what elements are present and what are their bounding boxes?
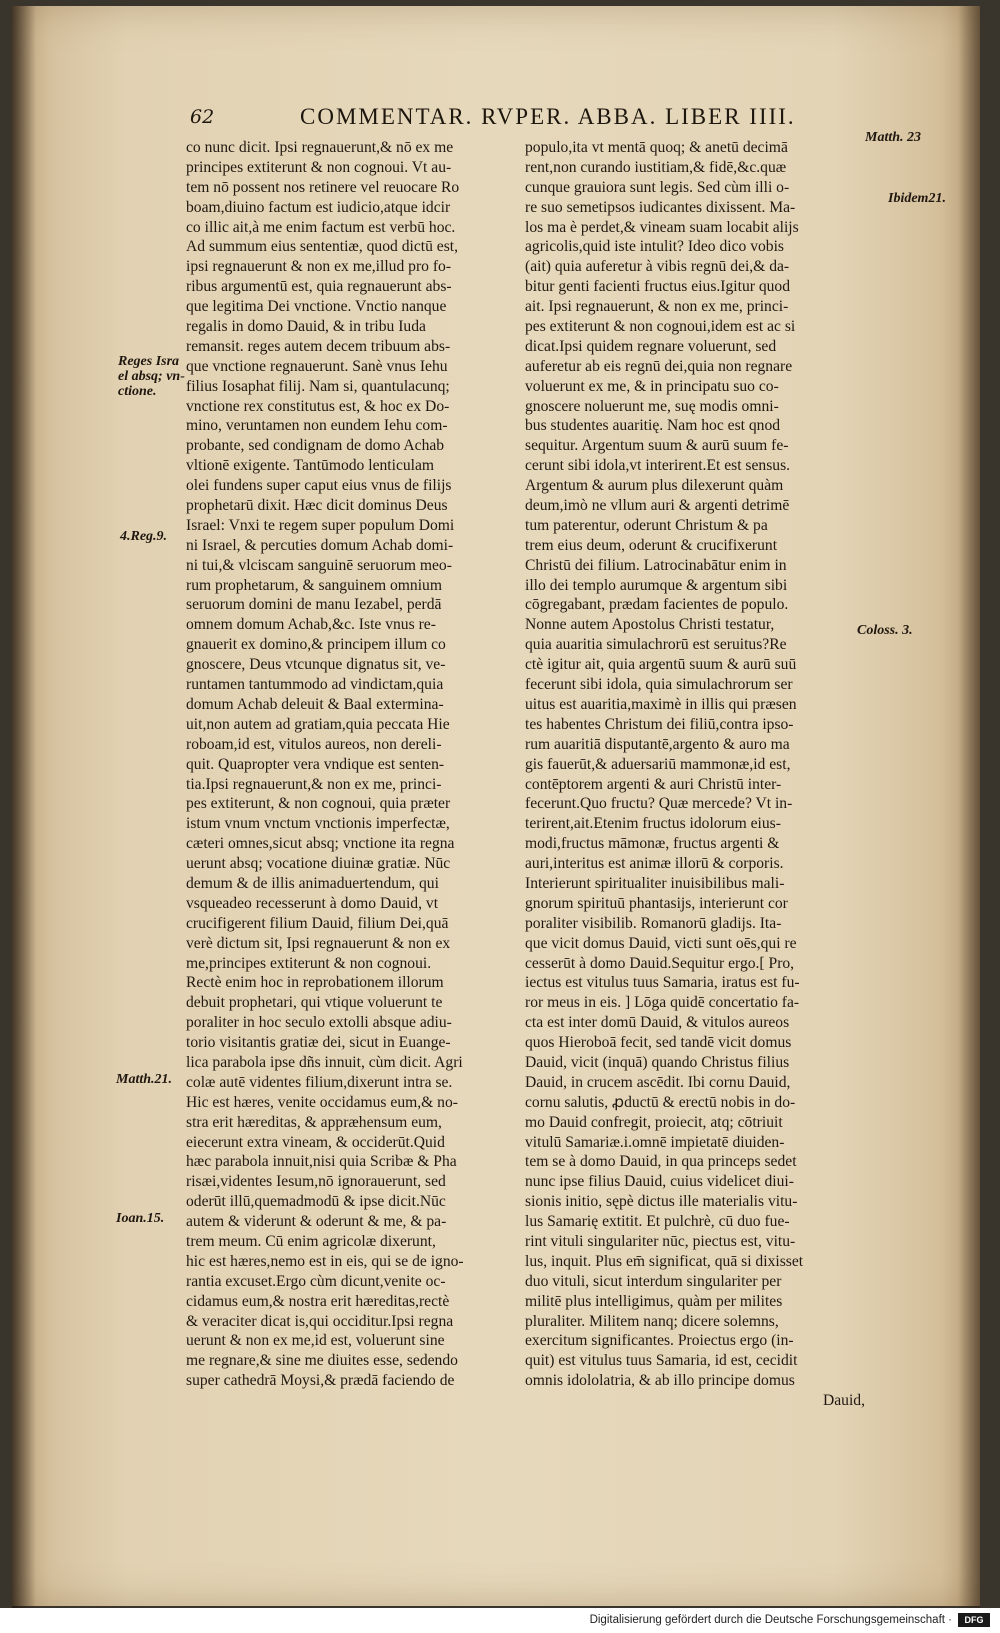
margin-note-reg: 4.Reg.9. [120, 529, 168, 544]
running-head: COMMENTAR. RVPER. ABBA. LIBER IIII. [300, 104, 796, 129]
text-line: omnis idololatria, & ab illo principe domus [525, 1372, 795, 1390]
text-line: co nunc dicit. Ipsi regnauerunt,& nō ex me [186, 139, 454, 156]
text-line: pes extiterunt, & non cognoui, quia præter [186, 795, 451, 813]
text-line: agricolis,quid iste intulit? Ideo dico vobis [525, 238, 784, 256]
text-line: tem se à domo Dauid, in qua princeps sedet [525, 1153, 797, 1171]
text-line: omnem domum Achab,&c. Iste vnus re- [186, 616, 436, 634]
text-line: demum & de illis animaduertendum, qui [186, 874, 439, 892]
text-line: que vnctione regnauerunt. Sanè vnus Iehu [186, 357, 448, 375]
text-line: deum,imò ne vllum auri & argenti detrimē [525, 497, 790, 515]
text-line: gnorum spirituū phantasijs, interierunt cor [525, 894, 788, 912]
text-line: cta est inter domū Dauid, & vitulos aureos [525, 1014, 790, 1032]
page-header [12, 104, 980, 134]
text-line: lus, inquit. Plus em̄ significat, quā si dixisset [525, 1252, 804, 1270]
text-line: rum prophetarum, & sanguinem omnium [186, 576, 442, 594]
text-line: Nonne autem Apostolus Christi testatur, [525, 616, 775, 634]
margin-note-ioan: Ioan.15. [116, 1211, 165, 1226]
text-line: istum vnum vnctum vnctionis imperfectæ, [186, 815, 450, 833]
text-line: ipsi regnauerunt & non ex me,illud pro fo- [186, 258, 452, 276]
margin-note-matth23: Matth. 23 [865, 130, 922, 145]
text-line: que legitima Dei vnctione. Vnctio nanque [186, 298, 447, 316]
text-line: cerunt sibi idola,vt interirent.Et est sensus. [525, 457, 791, 475]
text-line: cōgregabant, prædam facientes de populo. [525, 596, 789, 614]
text-line: autem & viderunt & oderunt & me, & pa- [186, 1213, 447, 1231]
text-column-left [186, 138, 514, 1391]
text-line: torio visitantis gratiæ dei, sicut in Euange- [186, 1034, 451, 1052]
text-line: ctè igitur ait, quia argentū suum & aurū suū [525, 656, 797, 674]
text-line: probante, sed condignam de domo Achab [186, 437, 445, 455]
text-line: Dauid, in crucem ascēdit. Ibi cornu Dauid, [525, 1073, 791, 1091]
text-line: remansit. reges autem decem tribuum abs- [186, 337, 451, 355]
text-line: roboam,id est, vitulos aureos, non dereli- [186, 735, 442, 753]
text-line: cunque grauiora sunt legis. Sed cùm illi o- [525, 178, 790, 196]
text-line: oderūt illū,quemadmodū & ipse dicit.Nūc [186, 1193, 446, 1211]
margin-note-reges [118, 354, 185, 399]
text-line: vnctione rex constitutus est, & hoc ex Do- [186, 397, 450, 415]
page-edge-shadow [958, 6, 980, 1614]
text-line: lica parabola ipse dñs innuit, cùm dicit. Agri [186, 1053, 463, 1071]
text-line: vsqueadeo recesserunt à domo Dauid, vt [186, 894, 439, 912]
text-line: vitulū Samariæ.i.omnē impietatē diuiden- [525, 1133, 785, 1151]
text-line: duo vituli, sicut interdum singulariter per [525, 1272, 782, 1290]
text-line: que vicit domus Dauid, victi sunt oēs,qui re [525, 934, 797, 952]
text-line: terirent,ait.Etenim fructus idolorum eius- [525, 815, 781, 833]
text-line: Dauid, [822, 1392, 865, 1410]
text-line: quit. Quapropter vera vndique est senten- [186, 755, 445, 773]
text-line: fecerunt sibi idola, quia simulachrorum ser [525, 676, 793, 694]
text-line: Ad summum eius sententiæ, quod dictū est, [186, 238, 459, 256]
text-line: ait. Ipsi regnauerunt, & non ex me, princi- [525, 298, 789, 316]
text-line: cæteri omnes,sicut absq; vnctione ita regna [186, 835, 455, 853]
text-line: gnoscere, Deus vtcunque dignatus sit, ve- [186, 656, 446, 674]
margin-note-line: el absq; vn- [118, 369, 185, 384]
text-line: quit) est vitulus tuus Samaria, id est, cecidit [525, 1352, 798, 1370]
text-line: Hic est hæres, venite occidamus eum,& no- [186, 1093, 458, 1111]
text-line: me regnare,& sine me diuites esse, sedendo [186, 1352, 458, 1370]
margin-note-matth21: Matth.21. [116, 1072, 173, 1087]
text-line: nunc ipse filius Dauid, cuius videlicet diui- [525, 1173, 794, 1191]
text-line: & veraciter dicat is,qui occiditur.Ipsi regna [186, 1312, 454, 1330]
text-line: bitur genti facienti fructus eius.Igitur quod [525, 278, 791, 296]
margin-note-coloss: Coloss. 3. [857, 623, 913, 638]
text-line: gis fauerūt,& aduersariū mammonæ,id est, [525, 755, 791, 773]
text-line: Christū dei filium. Latrocinabātur enim in [525, 556, 787, 574]
text-line: populo,ita vt mentā quoq; & anetū decimā [525, 139, 788, 156]
text-line: mo Dauid confregit, proiecit, atq; cōtriuit [525, 1113, 783, 1131]
text-column-right [525, 138, 865, 1411]
text-line: fecerunt.Quo fructu? Quæ mercede? Vt in- [525, 795, 793, 813]
text-line: ni tui,& vlciscam sanguinē seruorum meo- [186, 556, 452, 574]
text-line: rum auaritiā disputantē,argento & auro ma [525, 735, 790, 753]
text-line: re suo semetipsos iudicantes dixissent. Ma- [525, 198, 796, 216]
text-line: co illic ait,à me enim factum est verbū hoc. [186, 218, 456, 236]
text-line: risæi,videntes Iesum,nō ignorauerunt, sed [186, 1173, 446, 1191]
text-line: cidamus eum,& nostra erit hæreditas,rectè [186, 1292, 450, 1310]
text-line: trem eius deum, oderunt & crucifixerunt [525, 536, 778, 554]
text-line: pluraliter. Militem nanq; dicere solemns, [525, 1312, 779, 1330]
text-line: gnauerit ex domino,& principem illum co [186, 636, 446, 654]
text-line: poraliter visibilib. Romanorū gladijs. Ita- [525, 914, 782, 932]
text-line: rantia excuset.Ergo cùm dicunt,venite oc- [186, 1272, 446, 1290]
text-line: militē plus intelligimus, quàm per milites [525, 1292, 783, 1310]
text-line: illo dei templo aurumque & argentum sibi [525, 576, 788, 594]
text-line: domum Achab deleuit & Baal extermina- [186, 695, 444, 713]
digitization-footer [0, 1608, 1000, 1633]
text-line: sequitur. Argentum suum & aurū suum fe- [525, 437, 789, 455]
text-line: auri,interitus est animæ illorū & corporis. [525, 855, 784, 873]
book-page [12, 6, 980, 1606]
text-line: contēptorem argenti & auri Christū inter- [525, 775, 782, 793]
text-line: hic est hæres,nemo est in eis, qui se de igno- [186, 1252, 464, 1270]
text-line: cornu salutis, ꝓductū & erectū nobis in do- [525, 1093, 796, 1111]
text-line: pes extiterunt & non cognoui,idem est ac si [525, 318, 796, 336]
text-line: quia auaritia simulachrorū est seruitus?Re [525, 636, 787, 654]
text-line: olei fundens super caput eius vnus de filijs [186, 477, 452, 495]
text-line: filius Iosaphat filij. Nam si, quantulacunq; [186, 377, 450, 395]
margin-note-line: Reges Isra [118, 354, 180, 369]
text-line: uit,non autem ad gratiam,quia peccata Hie [186, 715, 450, 733]
text-line: uerunt & non ex me,id est, voluerunt sine [186, 1332, 445, 1350]
text-line: regalis in domo Dauid, & in tribu Iuda [186, 318, 426, 336]
margin-note-ibidem: Ibidem21. [888, 191, 946, 206]
text-line: tum paterentur, oderunt Christum & pa [525, 516, 768, 534]
text-line: colæ autē videntes filium,dixerunt intra se. [186, 1073, 453, 1091]
text-line: runtamen tantummodo ad vindictam,quia [186, 676, 444, 694]
gutter-shadow [12, 6, 36, 1614]
text-line: stra erit hæreditas, & appræhensum eum, [186, 1113, 442, 1131]
text-line: uerunt absq; vocatione diuinæ gratiæ. Nūc [186, 855, 451, 873]
text-line: tem nō possent nos retinere vel reuocare Ro [186, 178, 460, 196]
text-line: hæc parabola innuit,nisi quia Scribæ & Pha [186, 1153, 457, 1171]
text-line: seruorum domini de manu Iezabel, perdā [186, 596, 442, 614]
text-line: super cathedrā Moysi,& prædā faciendo de [186, 1372, 455, 1390]
text-line: poraliter in hoc seculo extolli absque adiu- [186, 1014, 452, 1032]
text-line: mino, veruntamen non eundem Iehu com- [186, 417, 448, 435]
folio-number: 62 [190, 106, 215, 128]
text-line: verè dictum sit, Ipsi regnauerunt & non ex [186, 934, 451, 952]
text-line: los ma è perdet,& vineam suam locabit alijs [525, 218, 799, 236]
text-line: voluerunt ex me, & in principatu suo co- [525, 377, 779, 395]
text-line: me,principes extiterunt & non cognoui. [186, 954, 432, 972]
text-line: auferetur ab eis regnū dei,quia non regnare [525, 357, 793, 375]
text-line: uitus est auaritia,maximè in illis qui præsen [525, 695, 797, 713]
text-line: boam,diuino factum est iudicio,atque idcir [186, 198, 451, 216]
text-line: Israel: Vnxi te regem super populum Domi [186, 516, 455, 534]
text-line: (ait) quia auferetur à vibis regnū dei,& da- [525, 258, 790, 276]
text-line: lus Samarię extitit. Et pulchrè, cū duo fue- [525, 1213, 790, 1231]
text-line: tia.Ipsi regnauerunt,& non ex me, princi- [186, 775, 442, 793]
text-line: quos Hieroboā fecit, sed tandē vicit domus [525, 1034, 792, 1052]
text-line: dicat.Ipsi quidem regnare voluerunt, sed [525, 337, 777, 355]
text-line: ni Israel, & percuties domum Achab domi- [186, 536, 454, 554]
text-line: sionis initio, sępè dictus ille materialis vitu- [525, 1193, 798, 1211]
text-line: modi,fructus māmonæ, fructus argenti & [525, 835, 780, 853]
text-line: Rectè enim hoc in reprobationem illorum [186, 974, 444, 992]
text-line: ribus argumentū est, quia regnauerunt abs- [186, 278, 452, 296]
dfg-logo-icon: DFG [958, 1613, 990, 1627]
text-line: cesserūt à domo Dauid.Sequitur ergo.[ Pro, [525, 954, 795, 972]
text-line: rent,non curando iustitiam,& fidē,&c.quæ [525, 158, 787, 176]
text-line: eiecerunt extra vineam, & occiderūt.Quid [186, 1133, 445, 1151]
text-line: crucifigerent filium Dauid, filium Dei,quā [186, 914, 449, 932]
text-line: prophetarū dixit. Hæc dicit dominus Deus [186, 497, 448, 515]
text-line: gnoscere noluerunt me, suę modis omni- [525, 397, 779, 415]
text-line: principes extiterunt & non cognoui. Vt au- [186, 158, 452, 176]
funding-notice: Digitalisierung gefördert durch die Deutsche Forschungsgemeinschaft · [589, 1614, 952, 1626]
margin-note-line: ctione. [118, 384, 157, 399]
text-line: tes habentes Christum dei filiū,contra ipso- [525, 715, 794, 733]
text-line: debuit prophetari, qui vtique voluerunt te [186, 994, 443, 1012]
text-line: bus studentes auaritię. Nam hoc est qnod [525, 417, 781, 435]
text-line: Interierunt spiritualiter inuisibilibus mali- [525, 874, 785, 892]
text-line: Dauid, vicit (inquā) quando Christus filius [525, 1053, 790, 1071]
text-line: exercitum significantes. Proiectus ergo (in- [525, 1332, 794, 1350]
text-line: ror meus in eis. ] Lōga quidē concertatio fa- [525, 994, 800, 1012]
text-line: vltionē exigente. Tantūmodo lenticulam [186, 457, 435, 475]
text-line: Argentum & aurum plus dilexerunt quàm [525, 477, 784, 495]
text-line: iectus est vitulus tuus Samaria, iratus est fu- [525, 974, 800, 992]
text-line: trem meum. Cū enim agricolæ dixerunt, [186, 1232, 436, 1250]
text-line: rint vituli singulariter nūc, piectus est, vitu- [525, 1232, 796, 1250]
